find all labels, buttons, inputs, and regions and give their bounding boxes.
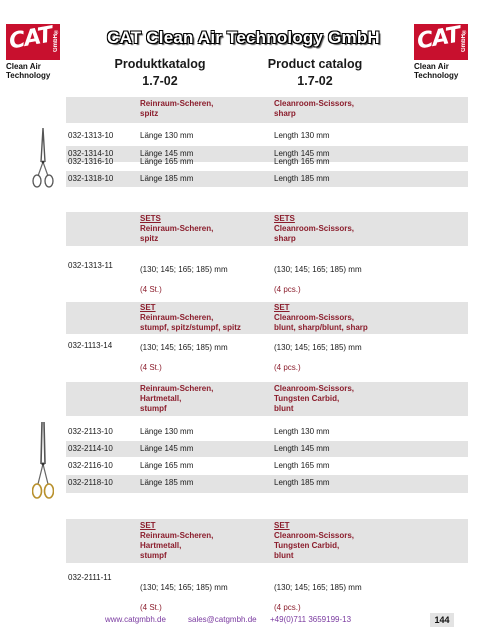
page-title: CAT Clean Air Technology GmbH [107,28,380,47]
set-sizes-de: (130; 145; 165; 185) mm (4 St.) [140,265,228,294]
logo-gmbh: GmbH® [461,28,467,52]
set-sizes-en: (130; 145; 165; 185) mm (4 pcs.) [274,343,362,372]
page-number: 144 [430,613,454,627]
company-logo-right [414,24,468,60]
scissors-carbide-image [32,420,54,504]
description-en: SET Cleanroom-Scissors, Tungsten Carbid, blunt [274,521,355,560]
section-header-shade [66,212,468,246]
description-en: Cleanroom-Scissors, Tungsten Carbid, blunt [274,384,355,413]
website-link[interactable]: www.catgmbh.de [105,615,166,624]
table-row: 032-2118-10 Länge 185 mm Length 185 mm [66,475,468,493]
catalog-heading-en: Product catalog 1.7-02 [267,57,363,88]
table-row: 032-1316-10 Länge 165 mm Length 165 mm [68,157,330,166]
description-de: Reinraum-Scheren, Hartmetall, stumpf [140,384,214,413]
catalog-heading-de: Produktkatalog 1.7-02 [114,57,206,88]
set-sizes-de: (130; 145; 165; 185) mm (4 St.) [140,583,228,612]
logo-gmbh: GmbH® [53,28,59,52]
description-de: Reinraum-Scheren, spitz [140,99,214,118]
section-header-shade [66,302,468,334]
table-row: 032-1314-10 Länge 145 mm Length 145 mm [66,146,468,162]
description-en: Cleanroom-Scissors, sharp [274,99,355,118]
logo-caption-right: Clean Air Technology [414,62,459,80]
article-code: 032-1113-14 [68,341,113,350]
table-row: 032-2113-10 Länge 130 mm Length 130 mm [68,427,330,436]
set-sizes-en: (130; 145; 165; 185) mm (4 pcs.) [274,265,362,294]
table-row: 032-1313-10 Länge 130 mm Length 130 mm [68,131,330,140]
footer [0,612,487,628]
set-sizes-de: (130; 145; 165; 185) mm (4 St.) [140,343,228,372]
company-logo-left [6,24,60,60]
logo-text: CAT [415,22,462,55]
description-de: SET Reinraum-Scheren, Hartmetall, stumpf [140,521,214,560]
set-sizes-en: (130; 145; 165; 185) mm (4 pcs.) [274,583,362,612]
article-code: 032-2111-11 [68,573,112,582]
article-code: 032-1313-11 [68,261,113,270]
table-row: 032-1318-10 Länge 185 mm Length 185 mm [66,171,468,187]
section-header-shade [66,97,468,123]
logo-text: CAT [7,22,54,55]
logo-caption-left: Clean Air Technology [6,62,51,80]
description-en: SET Cleanroom-Scissors, blunt, sharp/blunt, sharp [274,303,368,332]
description-de: SETS Reinraum-Scheren, spitz [140,214,214,243]
phone-number: +49(0)711 3659199-13 [270,615,352,624]
section-header-shade [66,519,468,563]
description-en: SETS Cleanroom-Scissors, sharp [274,214,355,243]
description-de: SET Reinraum-Scheren, stumpf, spitz/stumpf, spitz [140,303,241,332]
table-row: 032-2114-10 Länge 145 mm Length 145 mm [66,441,468,457]
section-header-shade [66,382,468,416]
email-link[interactable]: sales@catgmbh.de [188,615,257,624]
scissors-sharp-image [32,126,54,190]
table-row: 032-2116-10 Länge 165 mm Length 165 mm [68,461,330,470]
